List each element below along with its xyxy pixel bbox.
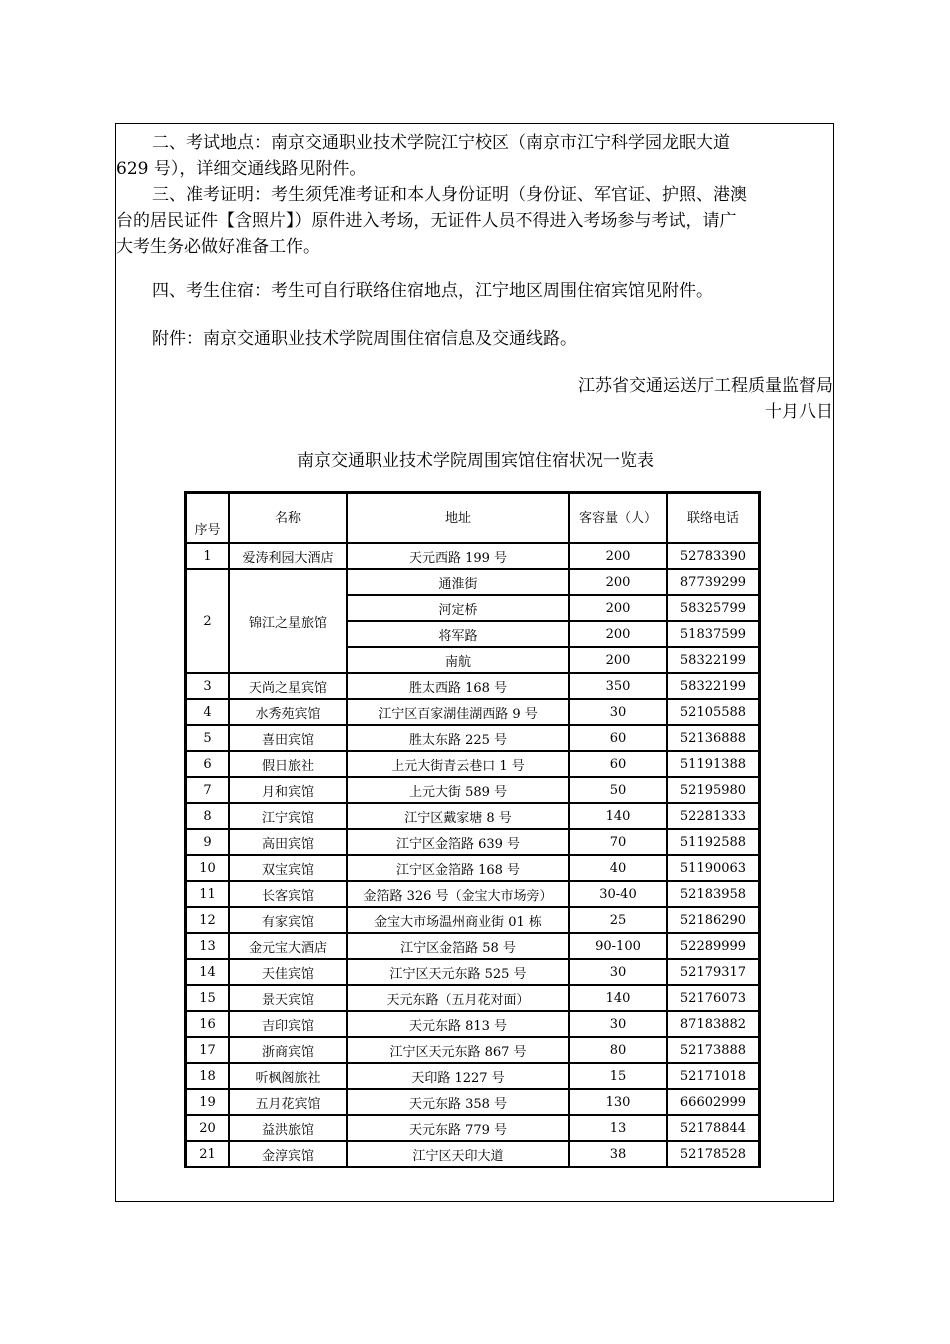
row-number: 9 — [186, 829, 229, 855]
row-number: 16 — [186, 1011, 229, 1037]
hotel-capacity: 38 — [569, 1141, 667, 1167]
table-row — [186, 803, 759, 829]
row-number: 5 — [186, 725, 229, 751]
table-row — [186, 907, 759, 933]
hotel-address: 天元西路 199 号 — [347, 543, 569, 569]
hotel-phone: 52186290 — [667, 907, 759, 933]
hotel-capacity: 15 — [569, 1063, 667, 1089]
exam-location-line2: 629 号），详细交通线路见附件。 — [116, 159, 367, 179]
hotel-capacity: 60 — [569, 751, 667, 777]
hotel-phone: 52783390 — [667, 543, 759, 569]
hotel-name: 高田宾馆 — [229, 829, 347, 855]
header-cell: 地址 — [347, 493, 569, 543]
hotel-table — [184, 491, 761, 1168]
table-row — [186, 777, 759, 803]
table-row — [186, 1037, 759, 1063]
hotel-phone: 51191388 — [667, 751, 759, 777]
hotel-capacity: 200 — [569, 595, 667, 621]
hotel-address: 天元东路（五月花对面） — [347, 985, 569, 1011]
row-number: 3 — [186, 673, 229, 699]
row-number: 2 — [186, 569, 229, 673]
hotel-name: 听枫阁旅社 — [229, 1063, 347, 1089]
table-row — [186, 881, 759, 907]
hotel-phone: 52178528 — [667, 1141, 759, 1167]
hotel-address: 天元东路 779 号 — [347, 1115, 569, 1141]
hotel-address: 金箔路 326 号（金宝大市场旁） — [347, 881, 569, 907]
admission-proof-line3: 大考生务必做好准备工作。 — [116, 237, 320, 257]
hotel-phone: 52136888 — [667, 725, 759, 751]
row-number: 20 — [186, 1115, 229, 1141]
hotel-address: 天元东路 358 号 — [347, 1089, 569, 1115]
signature-organization: 江苏省交通运送厅工程质量监督局 — [578, 376, 833, 396]
hotel-name: 吉印宾馆 — [229, 1011, 347, 1037]
header-cell: 联络电话 — [667, 493, 759, 543]
hotel-name: 双宝宾馆 — [229, 855, 347, 881]
row-number: 13 — [186, 933, 229, 959]
hotel-name: 天尚之星宾馆 — [229, 673, 347, 699]
row-number: 18 — [186, 1063, 229, 1089]
table-row — [186, 1115, 759, 1141]
table-row — [186, 855, 759, 881]
table-header-row — [186, 493, 759, 543]
signature-date: 十月八日 — [765, 402, 833, 422]
hotel-address: 江宁区戴家塘 8 号 — [347, 803, 569, 829]
row-number: 7 — [186, 777, 229, 803]
hotel-name: 锦江之星旅馆 — [229, 569, 347, 673]
hotel-capacity: 90-100 — [569, 933, 667, 959]
table-row — [186, 543, 759, 569]
hotel-name: 有家宾馆 — [229, 907, 347, 933]
hotel-capacity: 80 — [569, 1037, 667, 1063]
document-frame — [115, 123, 834, 1202]
table-row — [186, 673, 759, 699]
hotel-capacity: 30 — [569, 699, 667, 725]
hotel-capacity: 200 — [569, 647, 667, 673]
hotel-name: 长客宾馆 — [229, 881, 347, 907]
table-row — [186, 1011, 759, 1037]
hotel-address: 金宝大市场温州商业街 01 栋 — [347, 907, 569, 933]
hotel-phone: 58325799 — [667, 595, 759, 621]
hotel-address: 胜太西路 168 号 — [347, 673, 569, 699]
hotel-phone: 51190063 — [667, 855, 759, 881]
hotel-address: 江宁区金箔路 639 号 — [347, 829, 569, 855]
table-row — [186, 751, 759, 777]
table-row — [186, 1089, 759, 1115]
accommodation-paragraph: 四、考生住宿：考生可自行联络住宿地点，江宁地区周围住宿宾馆见附件。 — [152, 281, 713, 301]
hotel-name: 金淳宾馆 — [229, 1141, 347, 1167]
hotel-name: 假日旅社 — [229, 751, 347, 777]
row-number: 10 — [186, 855, 229, 881]
hotel-capacity: 25 — [569, 907, 667, 933]
table-row — [186, 1141, 759, 1167]
hotel-phone: 52176073 — [667, 985, 759, 1011]
hotel-name: 五月花宾馆 — [229, 1089, 347, 1115]
hotel-address: 胜太东路 225 号 — [347, 725, 569, 751]
hotel-capacity: 140 — [569, 803, 667, 829]
table-row — [186, 829, 759, 855]
hotel-address: 南航 — [347, 647, 569, 673]
hotel-capacity: 130 — [569, 1089, 667, 1115]
table-row — [186, 725, 759, 751]
hotel-address: 上元大街青云巷口 1 号 — [347, 751, 569, 777]
row-number: 19 — [186, 1089, 229, 1115]
admission-proof-line1: 三、准考证明：考生须凭准考证和本人身份证明（身份证、军官证、护照、港澳 — [152, 185, 747, 205]
header-cell: 客容量（人） — [569, 493, 667, 543]
hotel-address: 天印路 1227 号 — [347, 1063, 569, 1089]
hotel-phone: 52105588 — [667, 699, 759, 725]
exam-location-line1: 二、考试地点：南京交通职业技术学院江宁校区（南京市江宁科学园龙眠大道 — [152, 133, 730, 153]
hotel-name: 水秀苑宾馆 — [229, 699, 347, 725]
row-number: 4 — [186, 699, 229, 725]
row-number: 14 — [186, 959, 229, 985]
hotel-capacity: 40 — [569, 855, 667, 881]
row-number: 11 — [186, 881, 229, 907]
hotel-phone: 52183958 — [667, 881, 759, 907]
hotel-address: 江宁区金箔路 58 号 — [347, 933, 569, 959]
hotel-phone: 66602999 — [667, 1089, 759, 1115]
hotel-capacity: 60 — [569, 725, 667, 751]
row-number: 15 — [186, 985, 229, 1011]
hotel-phone: 52195980 — [667, 777, 759, 803]
hotel-address: 江宁区金箔路 168 号 — [347, 855, 569, 881]
table-title: 南京交通职业技术学院周围宾馆住宿状况一览表 — [297, 451, 654, 471]
row-number: 8 — [186, 803, 229, 829]
hotel-phone: 51837599 — [667, 621, 759, 647]
hotel-capacity: 200 — [569, 569, 667, 595]
hotel-address: 通淮街 — [347, 569, 569, 595]
hotel-address: 河定桥 — [347, 595, 569, 621]
hotel-capacity: 70 — [569, 829, 667, 855]
hotel-name: 月和宾馆 — [229, 777, 347, 803]
hotel-name: 天佳宾馆 — [229, 959, 347, 985]
hotel-name: 爱涛利园大酒店 — [229, 543, 347, 569]
hotel-phone: 58322199 — [667, 647, 759, 673]
row-number: 21 — [186, 1141, 229, 1167]
table-row — [186, 933, 759, 959]
table-row — [186, 569, 759, 595]
hotel-name: 景天宾馆 — [229, 985, 347, 1011]
header-cell: 序号 — [186, 493, 229, 543]
hotel-capacity: 50 — [569, 777, 667, 803]
hotel-phone: 87739299 — [667, 569, 759, 595]
hotel-address: 江宁区天元东路 867 号 — [347, 1037, 569, 1063]
hotel-capacity: 200 — [569, 543, 667, 569]
hotel-address: 江宁区天元东路 525 号 — [347, 959, 569, 985]
hotel-capacity: 30 — [569, 1011, 667, 1037]
hotel-phone: 51192588 — [667, 829, 759, 855]
row-number: 6 — [186, 751, 229, 777]
hotel-address: 天元东路 813 号 — [347, 1011, 569, 1037]
table-row — [186, 699, 759, 725]
row-number: 12 — [186, 907, 229, 933]
row-number: 1 — [186, 543, 229, 569]
hotel-phone: 52179317 — [667, 959, 759, 985]
hotel-capacity: 30 — [569, 959, 667, 985]
table-row — [186, 1063, 759, 1089]
row-number: 17 — [186, 1037, 229, 1063]
hotel-address: 江宁区天印大道 — [347, 1141, 569, 1167]
hotel-capacity: 350 — [569, 673, 667, 699]
hotel-name: 浙商宾馆 — [229, 1037, 347, 1063]
hotel-capacity: 140 — [569, 985, 667, 1011]
hotel-capacity: 200 — [569, 621, 667, 647]
hotel-name: 金元宝大酒店 — [229, 933, 347, 959]
hotel-capacity: 13 — [569, 1115, 667, 1141]
table-row — [186, 959, 759, 985]
hotel-address: 上元大街 589 号 — [347, 777, 569, 803]
hotel-phone: 52281333 — [667, 803, 759, 829]
header-cell: 名称 — [229, 493, 347, 543]
hotel-capacity: 30-40 — [569, 881, 667, 907]
hotel-name: 喜田宾馆 — [229, 725, 347, 751]
hotel-phone: 52289999 — [667, 933, 759, 959]
hotel-phone: 52171018 — [667, 1063, 759, 1089]
hotel-phone: 87183882 — [667, 1011, 759, 1037]
hotel-name: 江宁宾馆 — [229, 803, 347, 829]
hotel-name: 益洪旅馆 — [229, 1115, 347, 1141]
hotel-address: 江宁区百家湖佳湖西路 9 号 — [347, 699, 569, 725]
attachment-line: 附件：南京交通职业技术学院周围住宿信息及交通线路。 — [152, 329, 577, 349]
hotel-phone: 52173888 — [667, 1037, 759, 1063]
hotel-phone: 58322199 — [667, 673, 759, 699]
hotel-phone: 52178844 — [667, 1115, 759, 1141]
admission-proof-line2: 台的居民证件【含照片】）原件进入考场，无证件人员不得进入考场参与考试，请广 — [116, 211, 737, 231]
table-row — [186, 985, 759, 1011]
hotel-address: 将军路 — [347, 621, 569, 647]
